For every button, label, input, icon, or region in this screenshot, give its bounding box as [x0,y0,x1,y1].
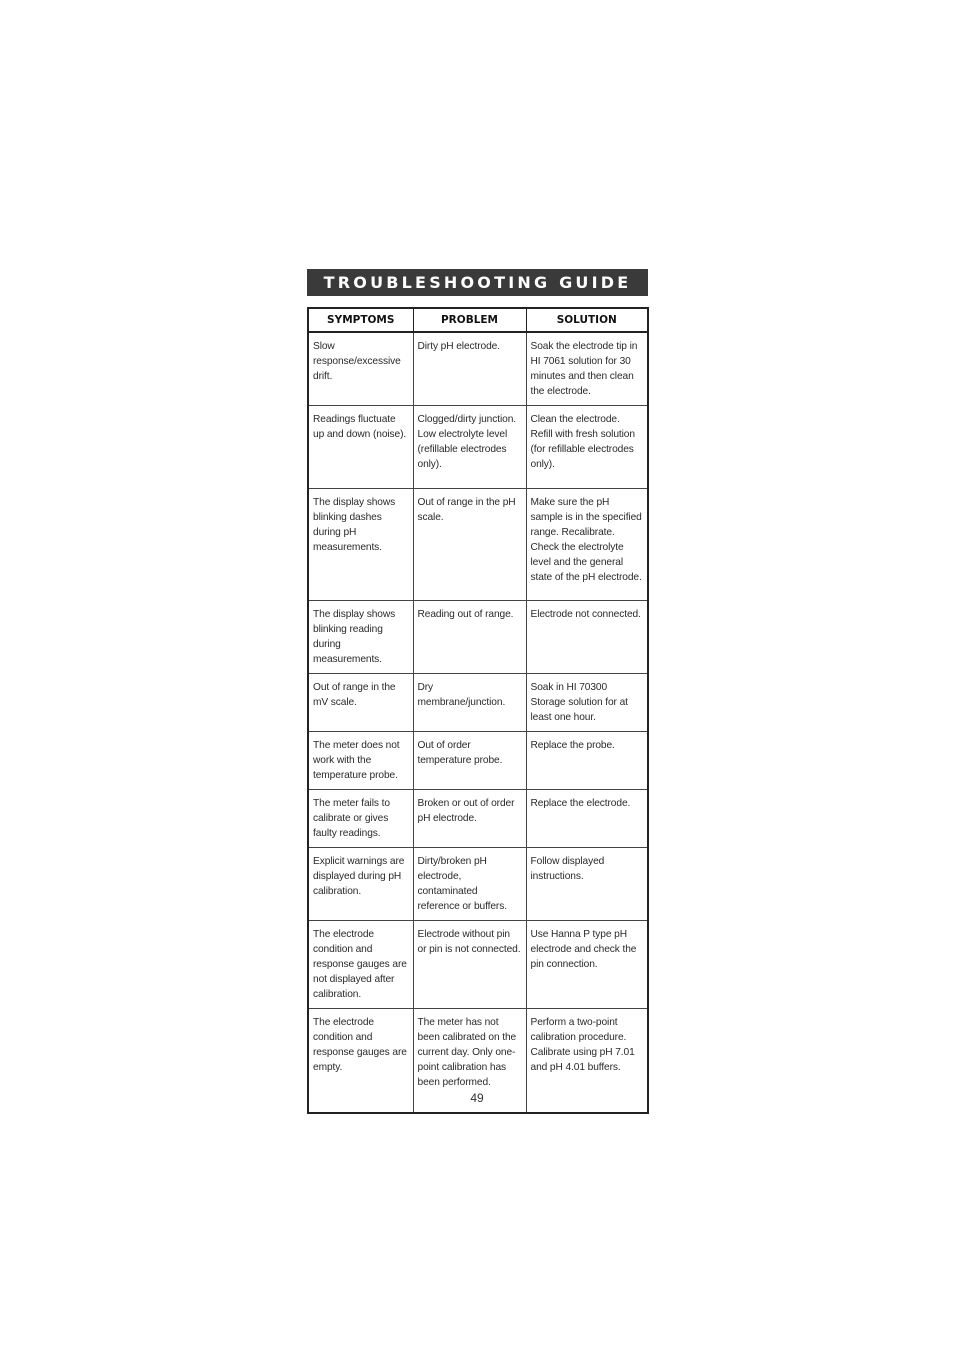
table-row [308,332,648,406]
symptom-cell: Readings fluctuate up and down (noise). [308,406,413,489]
solution-cell: Replace the electrode. [526,790,648,848]
table-header-row [308,308,648,332]
problem-cell: Dirty pH electrode. [413,332,526,406]
symptom-cell: Explicit warnings are displayed during pH calibration. [308,848,413,921]
symptom-cell: Slow response/excessive drift. [308,332,413,406]
troubleshooting-table [307,307,649,1114]
problem-cell: Electrode without pin or pin is not connected. [413,921,526,1009]
symptom-cell: The meter fails to calibrate or gives faulty readings. [308,790,413,848]
solution-cell: Clean the electrode. Refill with fresh solution (for refillable electrodes only). [526,406,648,489]
symptom-cell: The meter does not work with the temperature probe. [308,732,413,790]
table-row [308,790,648,848]
table-row [308,674,648,732]
solution-cell: Use Hanna P type pH electrode and check the pin connection. [526,921,648,1009]
table-row [308,406,648,489]
symptom-cell: The display shows blinking reading during measurements. [308,601,413,674]
table-row [308,848,648,921]
table-row [308,921,648,1009]
solution-cell: Replace the probe. [526,732,648,790]
solution-cell: Electrode not connected. [526,601,648,674]
solution-cell: Perform a two-point calibration procedure. Calibrate using pH 7.01 and pH 4.01 buffers. [526,1009,648,1113]
problem-cell: Dry membrane/junction. [413,674,526,732]
header-problem: PROBLEM [413,308,526,332]
table-row [308,489,648,601]
problem-cell: Reading out of range. [413,601,526,674]
solution-cell: Follow displayed instructions. [526,848,648,921]
symptom-cell: The electrode condition and response gauges are not displayed after calibration. [308,921,413,1009]
header-symptoms: SYMPTOMS [308,308,413,332]
problem-cell: Broken or out of order pH electrode. [413,790,526,848]
solution-cell: Make sure the pH sample is in the specified range. Recalibrate. Check the electrolyte level and the general state of the pH electrode. [526,489,648,601]
table-row [308,601,648,674]
header-solution: SOLUTION [526,308,648,332]
symptom-cell: The electrode condition and response gauges are empty. [308,1009,413,1113]
symptom-cell: Out of range in the mV scale. [308,674,413,732]
problem-cell: Out of order temperature probe. [413,732,526,790]
problem-cell: Dirty/broken pH electrode, contaminated reference or buffers. [413,848,526,921]
table-row [308,732,648,790]
problem-cell: Out of range in the pH scale. [413,489,526,601]
section-title: TROUBLESHOOTING GUIDE [307,269,648,296]
page-number: 49 [470,1091,484,1105]
problem-cell: Clogged/dirty junction. Low electrolyte level (refillable electrodes only). [413,406,526,489]
symptom-cell: The display shows blinking dashes during pH measurements. [308,489,413,601]
solution-cell: Soak the electrode tip in HI 7061 solution for 30 minutes and then clean the electrode. [526,332,648,406]
problem-cell: The meter has not been calibrated on the current day. Only one-point calibration has been performed. [413,1009,526,1113]
solution-cell: Soak in HI 70300 Storage solution for at least one hour. [526,674,648,732]
